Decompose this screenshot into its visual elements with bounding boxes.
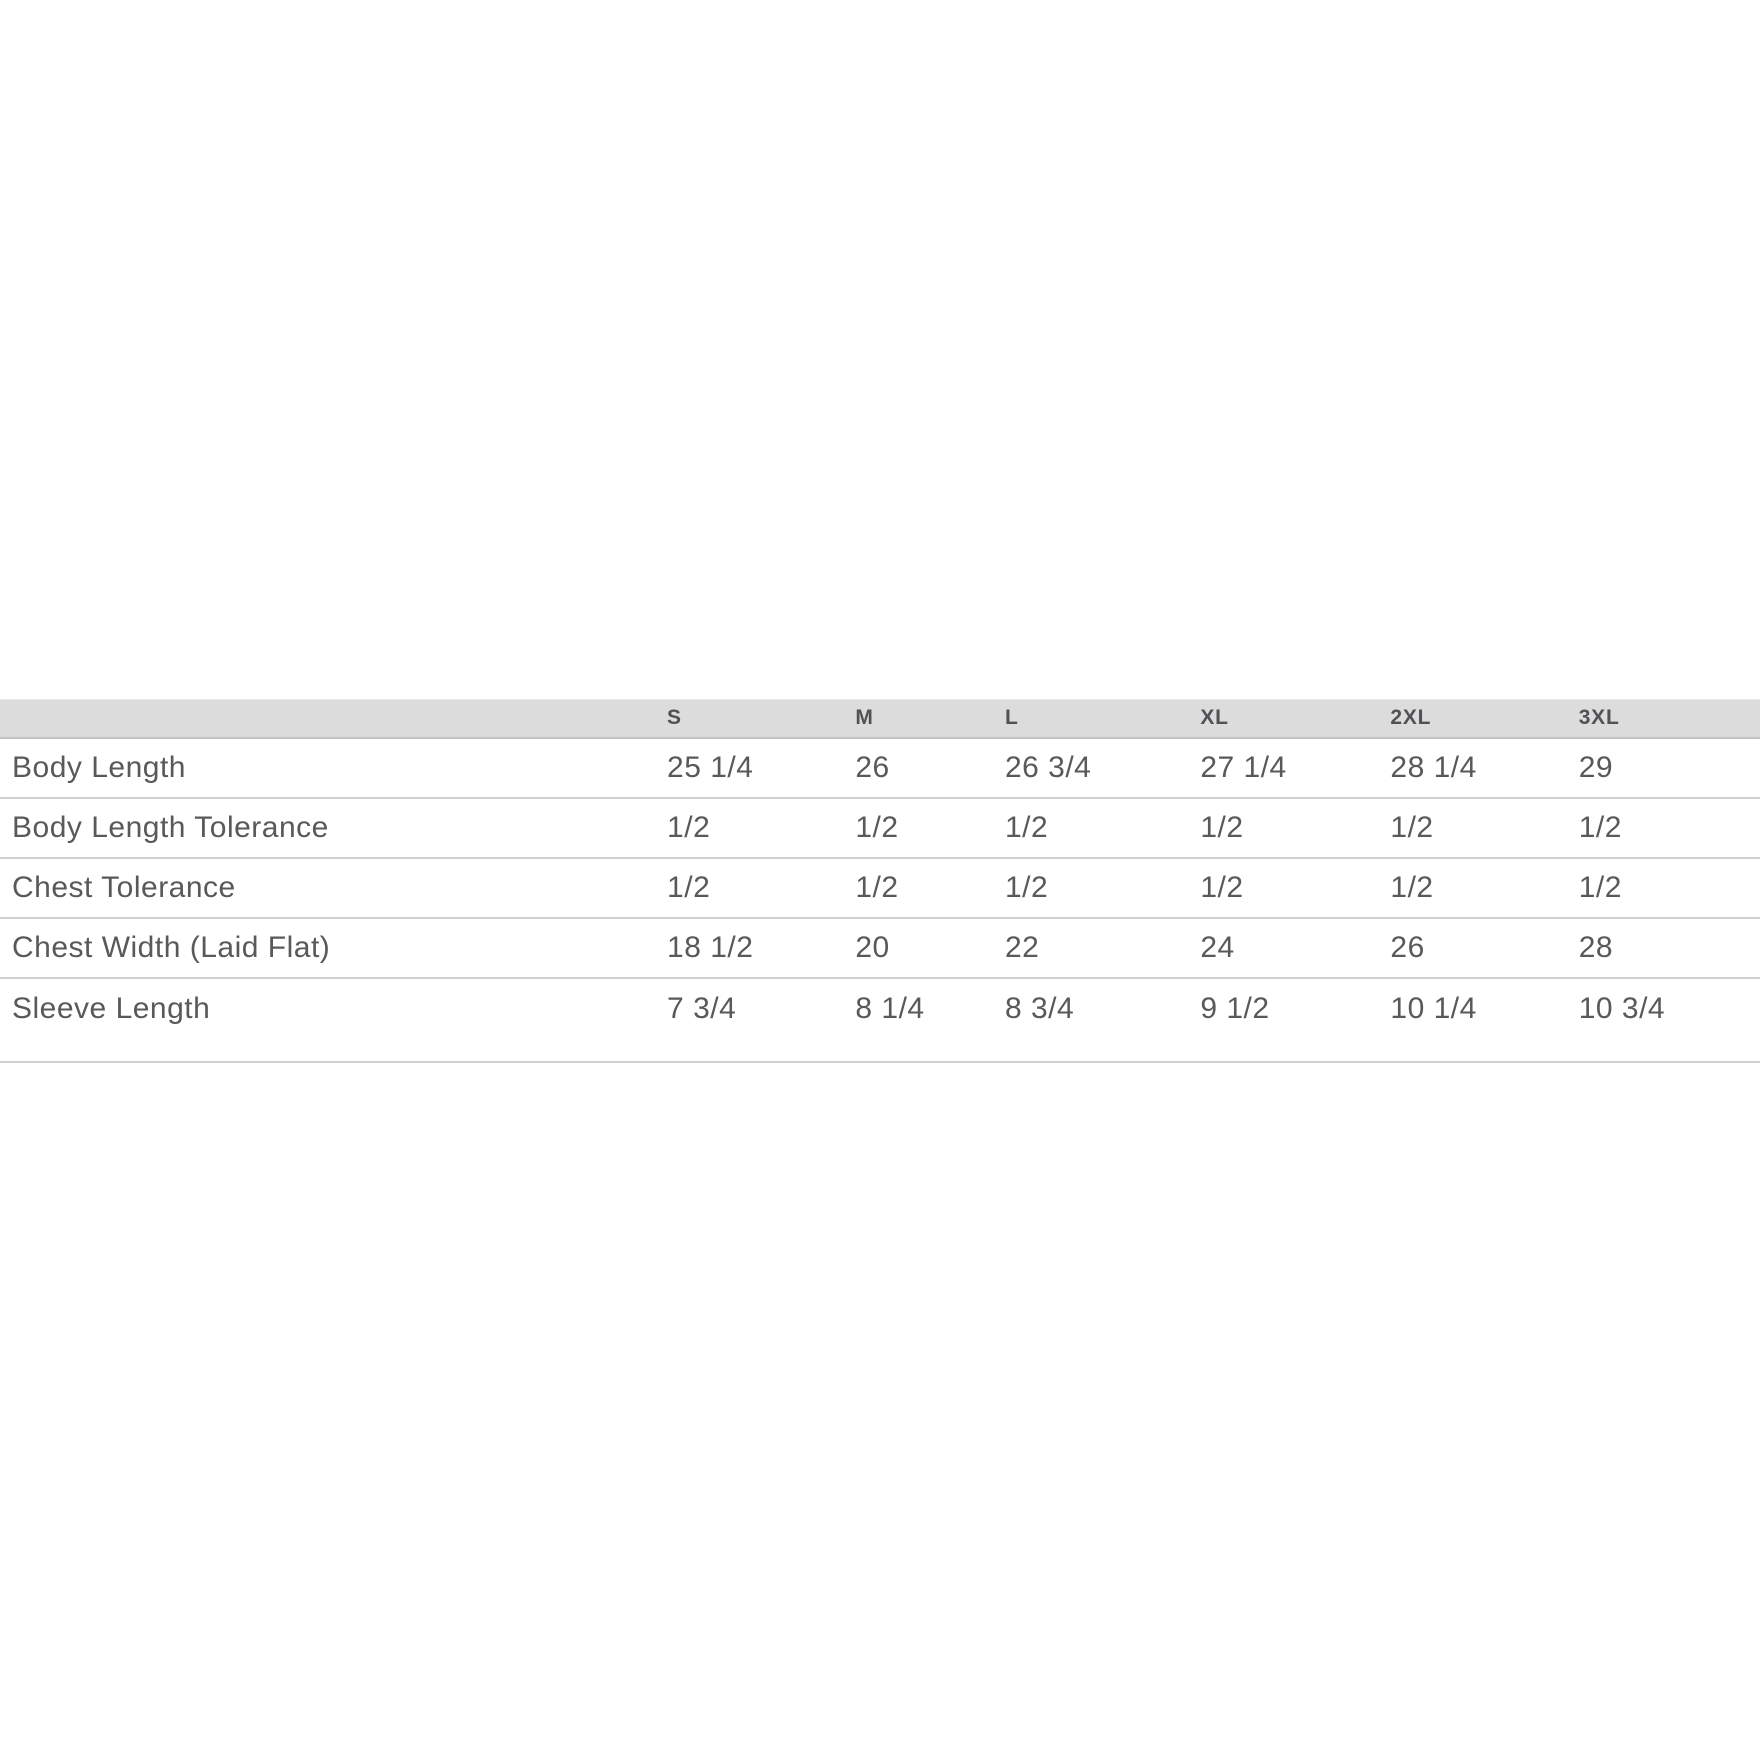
measurement-value-cell: 10 1/4	[1390, 978, 1578, 1062]
size-column-header-xl: XL	[1200, 700, 1390, 738]
measurement-value-cell: 20	[855, 918, 1005, 978]
size-chart-table	[0, 699, 1760, 1063]
row-label: Body Length Tolerance	[0, 798, 667, 858]
size-chart	[0, 699, 1760, 1063]
size-chart-header-row	[0, 700, 1760, 738]
row-label: Chest Width (Laid Flat)	[0, 918, 667, 978]
header-corner-cell	[0, 700, 667, 738]
measurement-value-cell: 1/2	[855, 798, 1005, 858]
measurement-value-cell: 26	[1390, 918, 1578, 978]
measurement-value-cell: 1/2	[667, 858, 855, 918]
size-column-header-l: L	[1005, 700, 1200, 738]
measurement-value-cell: 1/2	[1005, 858, 1200, 918]
measurement-value-cell: 10 3/4	[1579, 978, 1760, 1062]
measurement-value-cell: 1/2	[1200, 858, 1390, 918]
measurement-value-cell: 18 1/2	[667, 918, 855, 978]
measurement-value-cell: 9 1/2	[1200, 978, 1390, 1062]
table-row	[0, 918, 1760, 978]
measurement-value-cell: 7 3/4	[667, 978, 855, 1062]
row-label: Sleeve Length	[0, 978, 667, 1062]
measurement-value-cell: 8 1/4	[855, 978, 1005, 1062]
row-label: Chest Tolerance	[0, 858, 667, 918]
measurement-value-cell: 1/2	[667, 798, 855, 858]
measurement-value-cell: 25 1/4	[667, 738, 855, 798]
table-row	[0, 798, 1760, 858]
measurement-value-cell: 1/2	[1390, 858, 1578, 918]
measurement-value-cell: 24	[1200, 918, 1390, 978]
measurement-value-cell: 28 1/4	[1390, 738, 1578, 798]
size-column-header-2xl: 2XL	[1390, 700, 1578, 738]
row-label: Body Length	[0, 738, 667, 798]
table-row	[0, 858, 1760, 918]
table-row	[0, 738, 1760, 798]
size-column-header-m: M	[855, 700, 1005, 738]
measurement-value-cell: 1/2	[1200, 798, 1390, 858]
size-column-header-s: S	[667, 700, 855, 738]
measurement-value-cell: 26 3/4	[1005, 738, 1200, 798]
measurement-value-cell: 1/2	[1579, 798, 1760, 858]
measurement-value-cell: 28	[1579, 918, 1760, 978]
measurement-value-cell: 26	[855, 738, 1005, 798]
measurement-value-cell: 1/2	[1390, 798, 1578, 858]
measurement-value-cell: 8 3/4	[1005, 978, 1200, 1062]
table-row	[0, 978, 1760, 1062]
size-column-header-3xl: 3XL	[1579, 700, 1760, 738]
measurement-value-cell: 27 1/4	[1200, 738, 1390, 798]
measurement-value-cell: 1/2	[855, 858, 1005, 918]
measurement-value-cell: 29	[1579, 738, 1760, 798]
measurement-value-cell: 1/2	[1579, 858, 1760, 918]
measurement-value-cell: 22	[1005, 918, 1200, 978]
measurement-value-cell: 1/2	[1005, 798, 1200, 858]
